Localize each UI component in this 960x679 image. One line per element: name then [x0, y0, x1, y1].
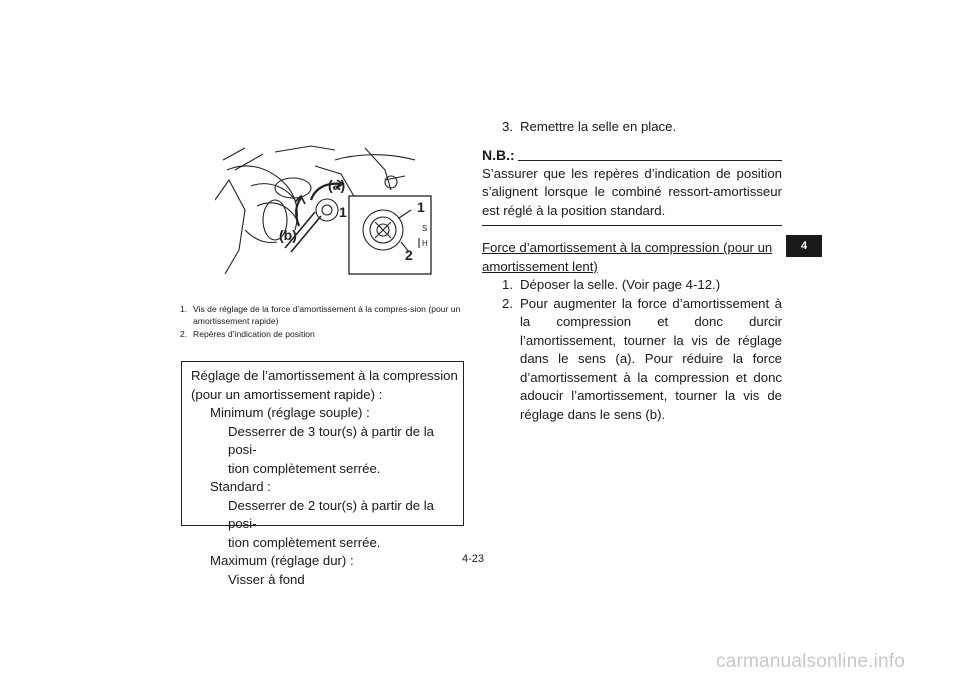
chapter-tab: 4	[786, 235, 822, 257]
spec-std-value-1: Desserrer de 2 tour(s) à partir de la posi-	[228, 497, 434, 531]
caption-number: 1.	[180, 304, 188, 314]
caption-text: Repères d’indication de position	[193, 329, 315, 339]
spec-heading-line-1: Réglage de l’amortissement à la compression	[191, 368, 458, 383]
caption-text: Vis de réglage de la force d’amortissement à la compres-sion (pour un amortissement rapide)	[193, 304, 461, 326]
hard-mark-label: H	[422, 239, 428, 248]
caption-number: 2.	[180, 329, 188, 339]
compression-damping-spec-box	[181, 361, 464, 587]
shock-adjuster-illustration	[215, 140, 439, 278]
note-header	[482, 147, 782, 165]
note-title: N.B.:	[482, 147, 515, 163]
spec-max-label: Maximum (réglage dur) :	[210, 553, 354, 568]
callout-1-main: 1	[339, 204, 347, 220]
procedure-step	[482, 276, 782, 295]
soft-mark-label: S	[422, 224, 428, 233]
note-text: S’assurer que les repères d’indication de position s’alignent lorsque le combiné ressort-amortisseur est réglé à la position standard.	[482, 165, 782, 218]
note-block	[482, 147, 782, 227]
step-number: 1.	[502, 277, 513, 292]
procedure-steps	[482, 276, 782, 424]
spec-std-label: Standard :	[210, 479, 271, 494]
spec-min-value-1: Desserrer de 3 tour(s) à partir de la posi-	[228, 423, 434, 457]
spec-max-value: Visser à fond	[228, 571, 305, 587]
step-text: Déposer la selle. (Voir page 4-12.)	[520, 277, 721, 292]
spec-heading-line-2: (pour un amortissement rapide) :	[191, 386, 383, 402]
caption-item	[180, 329, 470, 341]
direction-b-label: (b)	[279, 227, 297, 243]
illustration-drawing	[215, 140, 439, 278]
spec-std-value-2: tion complètement serrée.	[228, 534, 381, 550]
caption-item	[180, 304, 470, 327]
step-text: Pour augmenter la force d’amortissement à la compression et donc durcir l’amortissement, tourner la vis de réglage dans le sens (a). Pour réduire la force d’amortissement à la compression et donc adoucir l’amortissement, tourner la vis de réglage dans le sens (b).	[520, 295, 782, 422]
callout-2-inset: 2	[405, 247, 413, 263]
callout-1-inset: 1	[417, 199, 425, 215]
note-header-rule	[518, 160, 782, 161]
step-number: 2.	[502, 295, 513, 311]
spec-min-label: Minimum (réglage souple) :	[210, 405, 370, 420]
figure-captions	[180, 304, 470, 343]
spec-min-value-2: tion complètement serrée.	[228, 460, 381, 476]
page-number: 4-23	[462, 553, 485, 565]
step-number: 3.	[502, 119, 513, 134]
step-text: Remettre la selle en place.	[520, 119, 677, 134]
direction-a-label: (a)	[328, 177, 346, 193]
note-end-rule	[482, 225, 782, 226]
procedure-step	[482, 295, 782, 425]
right-column	[482, 118, 782, 424]
step-3	[482, 118, 782, 137]
watermark: carmanualsonline.info	[716, 651, 906, 672]
section-title: Force d’amortissement à la compression (pour un amortissement lent)	[482, 240, 773, 274]
